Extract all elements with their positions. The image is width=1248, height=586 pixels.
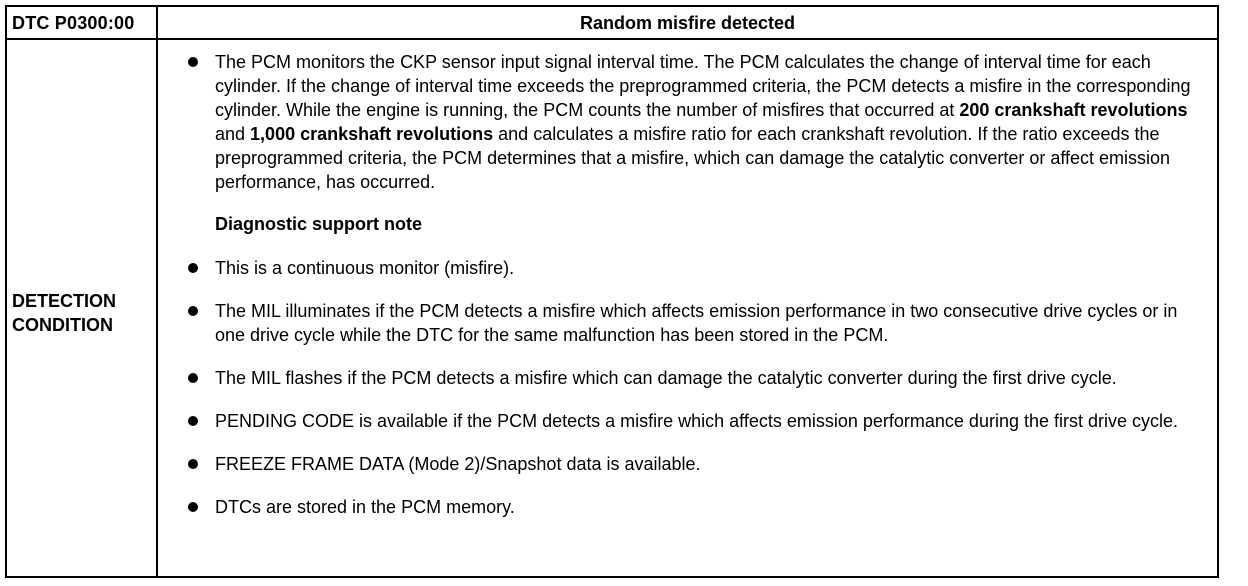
list-item	[187, 256, 1197, 280]
dtc-table	[5, 5, 1219, 578]
list-item	[187, 50, 1197, 194]
para1-text3: and calculates a misfire ratio for each crankshaft revolution. If the ratio exceeds the preprogrammed criteria, the PCM determines that a misfire, which can damage the catalytic converter or affect emission performance, has occurred.	[215, 124, 1171, 192]
list-item	[187, 409, 1197, 433]
bullet-text: FREEZE FRAME DATA (Mode 2)/Snapshot data is available.	[215, 454, 701, 474]
list-item	[187, 495, 1197, 519]
header-divider	[7, 38, 1217, 40]
row-label	[12, 289, 152, 337]
bullet-text: The MIL illuminates if the PCM detects a misfire which affects emission performance in two consecutive drive cycles or in one drive cycle while the DTC for the same malfunction has been stored in the PCM.	[215, 301, 1178, 345]
bullet-text: DTCs are stored in the PCM memory.	[215, 497, 515, 517]
note-heading: Diagnostic support note	[215, 214, 422, 234]
bullet-text: The MIL flashes if the PCM detects a misfire which can damage the catalytic converter during the first drive cycle.	[215, 368, 1117, 388]
row-label-line1: DETECTION	[12, 291, 117, 311]
para1-text: The PCM monitors the CKP sensor input signal interval time. The PCM calculates the change of interval time for each cylinder. If the change of interval time exceeds the preprogrammed criteria, the PCM detects a misfire in the corresponding cylinder. While the engine is running, the PCM counts the number of misfires that occurred at	[215, 52, 1191, 120]
bullet-text: PENDING CODE is available if the PCM detects a misfire which affects emission performance during the first drive cycle.	[215, 411, 1179, 431]
list-item	[187, 452, 1197, 476]
list-item	[187, 366, 1197, 390]
bullet-icon	[188, 373, 198, 383]
para1-bold2: 1,000 crankshaft revolutions	[250, 124, 494, 144]
bullet-icon	[188, 263, 198, 273]
bullet-icon	[188, 416, 198, 426]
bullet-icon	[188, 57, 198, 67]
dtc-code: DTC P0300:00	[12, 13, 135, 33]
bullet-text: This is a continuous monitor (misfire).	[215, 258, 515, 278]
bullet-icon	[188, 459, 198, 469]
list-item	[187, 299, 1197, 347]
detection-condition-content	[187, 50, 1197, 519]
dtc-title: Random misfire detected	[579, 13, 796, 33]
column-divider	[156, 7, 158, 576]
bullet-icon	[188, 502, 198, 512]
row-label-line2: CONDITION	[12, 315, 113, 335]
para1-bold1: 200 crankshaft revolutions	[959, 100, 1188, 120]
bullet-icon	[188, 306, 198, 316]
para1-text2: and	[215, 124, 251, 144]
